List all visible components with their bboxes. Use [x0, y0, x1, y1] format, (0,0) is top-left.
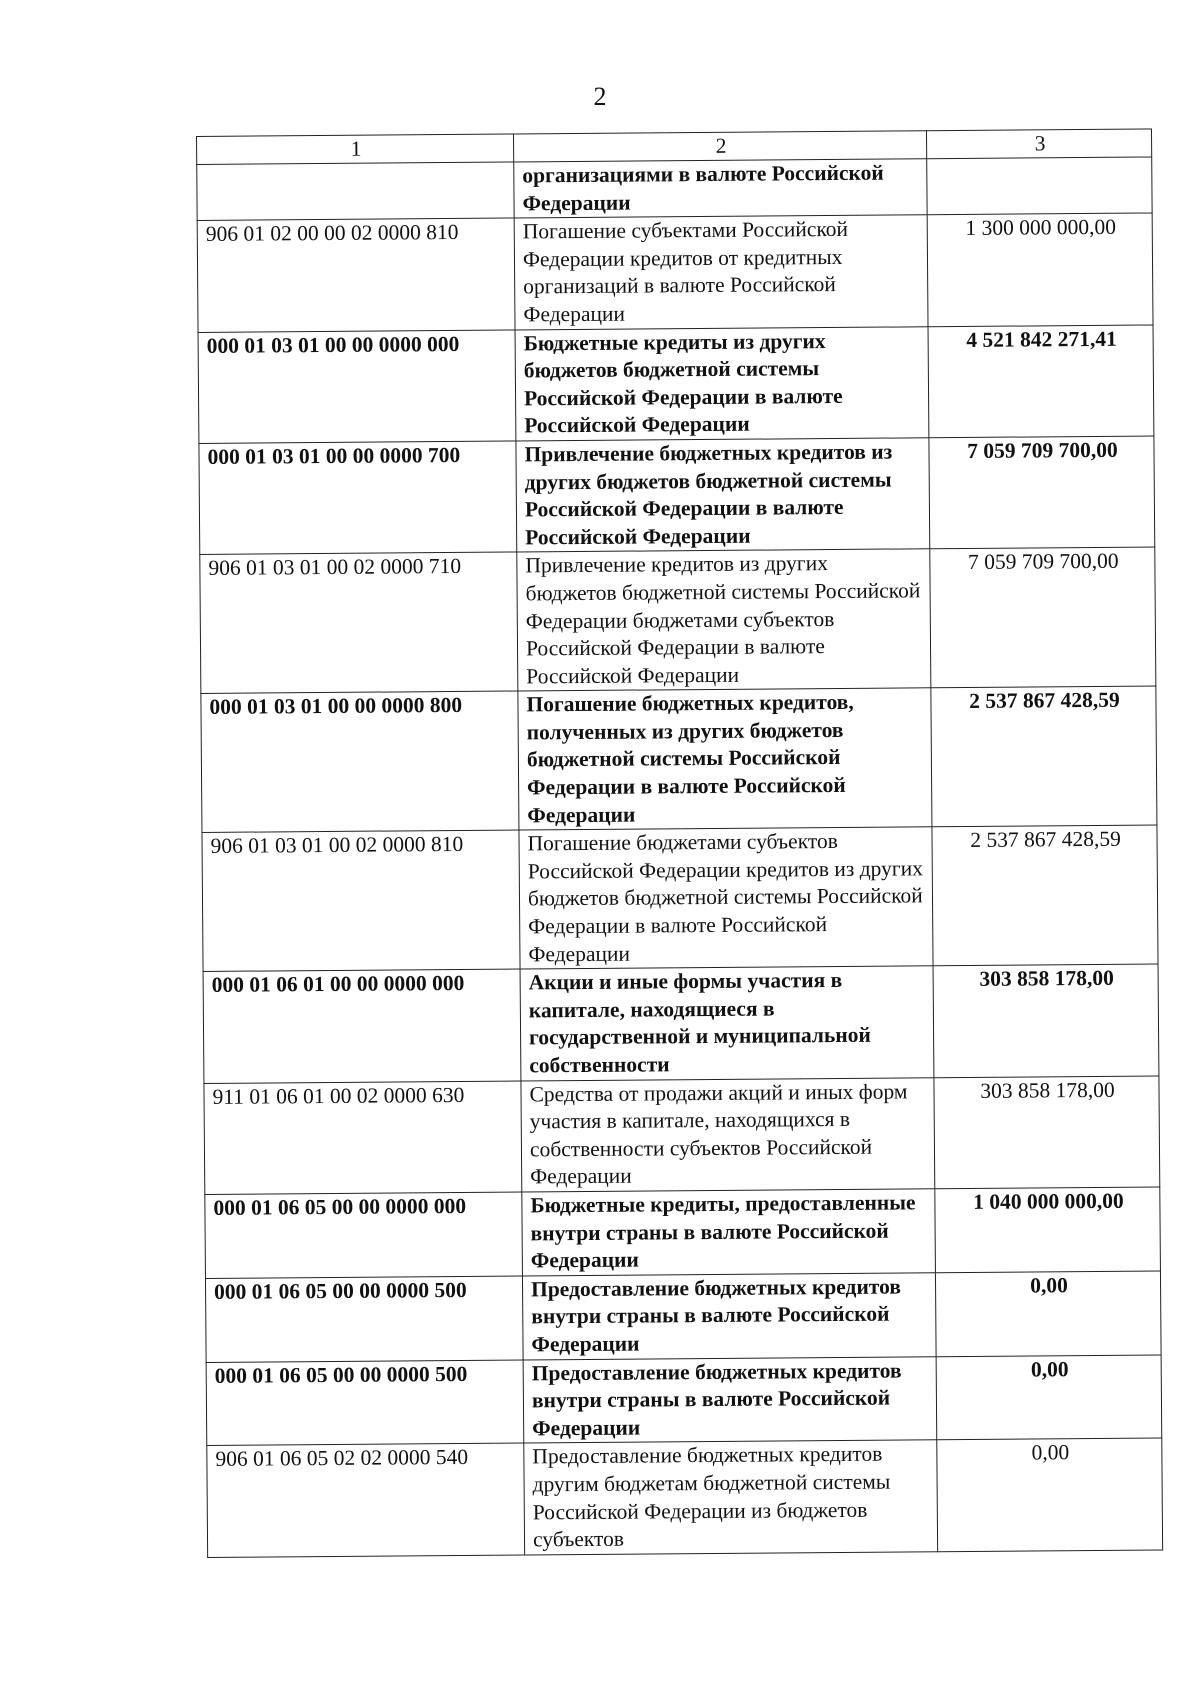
amount-cell: 7 059 709 700,00 — [930, 547, 1156, 688]
column-header-1: 1 — [197, 134, 514, 164]
item-name-cell: Привлечение бюджетных кредитов из других бюджетов бюджетной системы Российской Федерации в валюте Российской Федерации — [516, 438, 930, 553]
item-name-cell: Предоставление бюджетных кредитов внутри страны в валюте Российской Федерации — [523, 1356, 937, 1443]
item-name-cell: Предоставление бюджетных кредитов внутри страны в валюте Российской Федерации — [522, 1272, 936, 1359]
item-name-cell: Погашение субъектами Российской Федерации кредитов от кредитных организаций в валюте Российской Федерации — [514, 215, 928, 330]
table-row — [207, 1438, 1163, 1557]
amount-cell: 2 537 867 428,59 — [932, 825, 1158, 966]
item-name-cell: Бюджетные кредиты, предоставленные внутри страны в валюте Российской Федерации — [522, 1189, 936, 1276]
column-header-3: 3 — [926, 129, 1151, 159]
amount-cell: 0,00 — [937, 1438, 1163, 1551]
amount-cell: 4 521 842 271,41 — [928, 325, 1154, 438]
item-name-cell: Предоставление бюджетных кредитов другим бюджетам бюджетной системы Российской Федерации из бюджетов субъектов — [524, 1440, 938, 1555]
budget-code-cell: 906 01 02 00 00 02 0000 810 — [197, 218, 515, 332]
budget-code-cell: 000 01 06 05 00 00 0000 500 — [205, 1276, 523, 1362]
table-row — [201, 686, 1157, 832]
amount-cell: 2 537 867 428,59 — [931, 686, 1157, 827]
amount-cell: 1 040 000 000,00 — [935, 1187, 1161, 1273]
budget-code-cell: 911 01 06 01 00 02 0000 630 — [204, 1081, 522, 1195]
table-row — [197, 213, 1153, 332]
amount-cell: 1 300 000 000,00 — [927, 213, 1153, 326]
amount-cell: 0,00 — [935, 1271, 1161, 1357]
table-row — [197, 157, 1152, 221]
budget-code-cell: 906 01 06 05 02 02 0000 540 — [207, 1443, 525, 1557]
budget-code-cell: 000 01 06 01 00 00 0000 000 — [203, 969, 521, 1083]
budget-code-cell: 000 01 03 01 00 00 0000 700 — [199, 441, 517, 555]
budget-code-cell: 000 01 06 05 00 00 0000 500 — [206, 1359, 524, 1445]
page-number: 2 — [593, 82, 607, 111]
table-row — [204, 1076, 1160, 1195]
table-row — [200, 547, 1156, 693]
table-row — [202, 825, 1158, 971]
table-row — [199, 436, 1155, 555]
item-name-cell: Акции и иные формы участия в капитале, находящиеся в государственной и муниципальной собственности — [520, 966, 934, 1081]
item-name-cell: организациями в валюте Российской Федерации — [514, 159, 927, 218]
table-body — [197, 157, 1163, 1557]
budget-code-cell: 000 01 03 01 00 00 0000 000 — [198, 330, 516, 444]
budget-sources-table — [196, 128, 1163, 1557]
item-name-cell: Бюджетные кредиты из других бюджетов бюджетной системы Российской Федерации в валюте Российской Федерации — [515, 326, 929, 441]
budget-code-cell: 906 01 03 01 00 02 0000 710 — [200, 552, 518, 693]
budget-code-cell — [197, 162, 514, 221]
amount-cell: 7 059 709 700,00 — [929, 436, 1155, 549]
item-name-cell: Погашение бюджетами субъектов Российской Федерации кредитов из других бюджетов бюджетной системы Российской Федерации в валюте Российской Федерации — [519, 827, 933, 969]
item-name-cell: Погашение бюджетных кредитов, полученных из других бюджетов бюджетной системы Российской Федерации в валюте Российской Федерации — [518, 688, 932, 830]
amount-cell — [927, 157, 1152, 215]
table-row — [205, 1187, 1161, 1278]
budget-code-cell: 000 01 03 01 00 00 0000 800 — [201, 691, 519, 832]
item-name-cell: Средства от продажи акций и иных форм участия в капитале, находящихся в собственности субъектов Российской Федерации — [521, 1077, 935, 1192]
column-header-2: 2 — [513, 131, 926, 162]
amount-cell: 0,00 — [936, 1354, 1162, 1440]
budget-code-cell: 000 01 06 05 00 00 0000 000 — [205, 1192, 523, 1278]
table-row — [206, 1354, 1162, 1445]
table-row — [203, 964, 1159, 1083]
amount-cell: 303 858 178,00 — [934, 1076, 1160, 1189]
budget-code-cell: 906 01 03 01 00 02 0000 810 — [202, 830, 520, 971]
table-row — [205, 1271, 1161, 1362]
item-name-cell: Привлечение кредитов из других бюджетов бюджетной системы Российской Федерации бюджетами субъектов Российской Федерации в валюте Российской Федерации — [517, 549, 931, 691]
amount-cell: 303 858 178,00 — [933, 964, 1159, 1077]
table-row — [198, 325, 1154, 444]
